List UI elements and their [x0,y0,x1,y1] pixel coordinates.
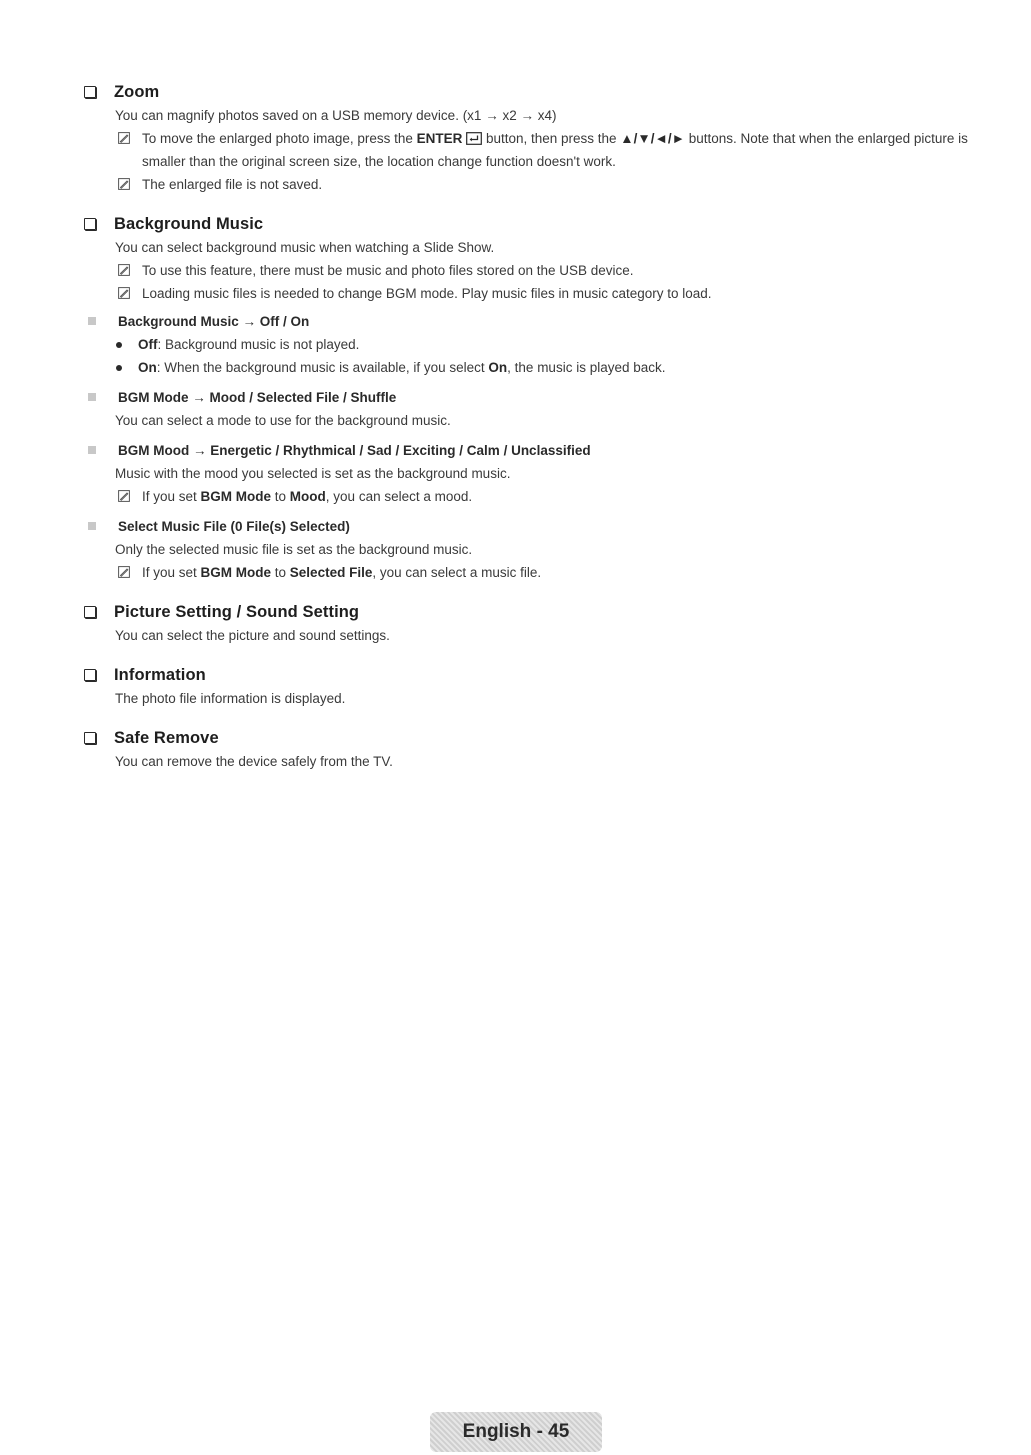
note-text [142,561,984,584]
text: Energetic / Rhythmical / Sad / Exciting / Calm / Unclassified [206,442,591,458]
note-pencil-icon [118,178,130,190]
arrow-icon: → [520,108,534,123]
section-background-music [84,212,984,584]
note-text [142,127,984,173]
square-outline-icon [84,218,96,230]
safe-remove-description: You can remove the device safely from the TV. [115,754,393,769]
bullet-dot-icon [116,342,122,348]
text: to [271,489,290,504]
text: to [271,565,290,580]
subsection-title [118,443,591,458]
note-zoom-move [118,127,984,173]
bullet-text [138,356,666,379]
text: You can magnify photos saved on a USB memory device. (x1 [115,108,486,123]
bgm-mood-description: Music with the mood you selected is set as the background music. [115,466,511,481]
text: : When the background music is available, if you select [156,360,489,375]
page-content [84,80,984,789]
subsection-title [118,390,396,405]
subsection-heading [84,438,984,462]
text: BGM Mode [118,389,193,405]
select-music-description: Only the selected music file is set as the background music. [115,542,473,557]
note-pencil-icon [118,132,130,144]
section-title-information: Information [114,665,206,684]
square-outline-icon [84,606,96,618]
note-pencil-icon [118,490,130,502]
note-text [142,485,984,508]
information-description: The photo file information is displayed. [115,691,346,706]
section-title-background-music: Background Music [114,214,264,233]
section-zoom [84,80,984,196]
text: x4) [533,108,557,123]
subsection-title [118,314,309,329]
text: Mood / Selected File / Shuffle [205,389,397,405]
text: If you set [142,489,201,504]
bullet-text [138,333,359,356]
section-heading [84,726,984,750]
gray-square-icon [88,522,96,530]
arrow-icon: → [485,108,499,123]
section-heading [84,80,984,104]
note-usb-files [118,259,984,282]
text: , you can select a mood. [325,489,473,504]
bullet-off [116,333,984,356]
zoom-description [115,104,984,127]
text: Off / On [256,313,310,329]
direction-arrows-icon: ▲/▼/◄/► [620,131,685,146]
square-outline-icon [84,732,96,744]
subsection-bgm-off-on [84,309,984,379]
text: : Background music is not played. [157,337,360,352]
note-bgm-mood [118,485,984,508]
subsection-title: Select Music File (0 File(s) Selected) [118,518,350,534]
text: BGM Mood [118,442,193,458]
enter-label: ENTER [416,131,463,146]
section-title-picture-sound: Picture Setting / Sound Setting [114,602,360,621]
section-safe-remove [84,726,984,773]
text: x2 [498,108,521,123]
text: button, then press the [482,131,621,146]
note-zoom-not-saved [118,173,984,196]
arrow-icon: → [192,442,207,458]
option-label: Off [138,337,158,352]
bullet-on [116,356,984,379]
section-heading [84,663,984,687]
subsection-select-music-file [84,514,984,584]
section-heading [84,600,984,624]
text: , the music is played back. [507,360,666,375]
section-heading [84,212,984,236]
page-number-badge [430,1412,602,1452]
subsection-bgm-mode [84,385,984,432]
page-number: English - 45 [462,1421,570,1442]
subsection-heading [84,309,984,333]
picture-sound-description: You can select the picture and sound settings. [115,628,390,643]
text: , you can select a music file. [372,565,542,580]
bullet-dot-icon [116,365,122,371]
note-text: The enlarged file is not saved. [142,177,323,192]
text: To move the enlarged photo image, press the [142,131,417,146]
note-text: Loading music files is needed to change BGM mode. Play music files in music category to load. [142,286,712,301]
text: If you set [142,565,201,580]
section-picture-sound-setting [84,600,984,647]
subsection-heading [84,385,984,409]
gray-square-icon [88,393,96,401]
square-outline-icon [84,669,96,681]
text-bold: BGM Mode [200,565,272,580]
background-music-description: You can select background music when watching a Slide Show. [115,240,495,255]
note-loading-music [118,282,984,305]
note-pencil-icon [118,566,130,578]
square-outline-icon [84,86,96,98]
enter-key-icon [466,132,482,145]
text-bold: BGM Mode [200,489,272,504]
option-label: On [138,360,157,375]
text-bold: Mood [289,489,326,504]
note-text: To use this feature, there must be music and photo files stored on the USB device. [142,263,634,278]
subsection-bgm-mood [84,438,984,508]
text-bold: Selected File [289,565,373,580]
gray-square-icon [88,446,96,454]
note-select-music [118,561,984,584]
text: buttons. Note that when the enlarged picture is smaller than the original screen size, the location change function doesn't work. [142,131,968,169]
subsection-heading [84,514,984,538]
text-bold: On [488,360,508,375]
section-title-safe-remove: Safe Remove [114,728,219,747]
arrow-icon: → [242,313,257,329]
note-pencil-icon [118,287,130,299]
section-information [84,663,984,710]
arrow-icon: → [192,389,206,405]
section-title-zoom: Zoom [114,82,160,101]
note-pencil-icon [118,264,130,276]
gray-square-icon [88,317,96,325]
text: Background Music [118,313,243,329]
bgm-mode-description: You can select a mode to use for the background music. [115,413,451,428]
